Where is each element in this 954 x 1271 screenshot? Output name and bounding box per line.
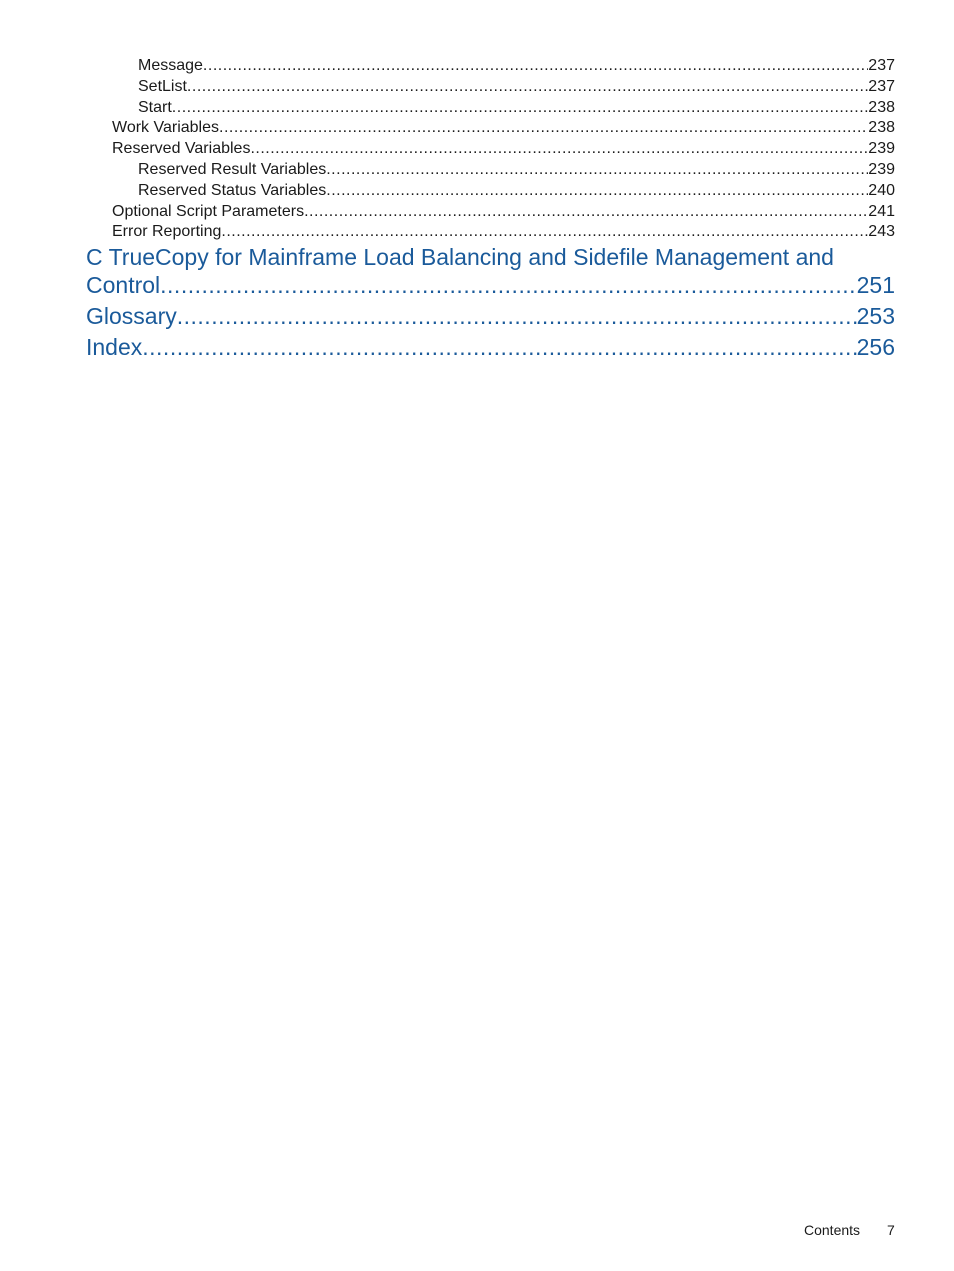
chapter-page: 253 (856, 303, 895, 330)
toc-entry-page: 238 (868, 98, 895, 116)
chapter-title-line: C TrueCopy for Mainframe Load Balancing and Sidefile Management and (86, 244, 834, 271)
toc-entry-start[interactable] (138, 98, 895, 119)
dot-leader (160, 271, 856, 300)
toc-entry-page: 240 (868, 181, 895, 199)
toc-entry-page: 238 (868, 119, 895, 137)
dot-leader (326, 181, 868, 202)
table-of-contents (0, 56, 954, 362)
dot-leader (221, 222, 868, 243)
toc-entry-title: Optional Script Parameters (112, 202, 305, 220)
toc-chapter-index[interactable] (86, 333, 895, 362)
dot-leader (172, 98, 869, 119)
toc-entry-title: SetList (138, 77, 187, 95)
toc-entry-reserved-variables[interactable] (112, 139, 895, 160)
toc-entry-error-reporting[interactable] (112, 222, 895, 243)
toc-entry-title: Work Variables (112, 119, 219, 137)
dot-leader (142, 333, 856, 362)
toc-entry-title: Error Reporting (112, 223, 222, 241)
dot-leader (326, 160, 868, 181)
dot-leader (203, 56, 868, 77)
toc-entry-page: 239 (868, 140, 895, 158)
toc-entry-optional-script-parameters[interactable] (112, 202, 895, 223)
toc-entry-page: 237 (868, 77, 895, 95)
toc-entry-page: 241 (868, 202, 895, 220)
toc-entry-page: 239 (868, 160, 895, 178)
toc-entry-message[interactable] (138, 56, 895, 77)
chapter-page: 256 (856, 334, 895, 361)
dot-leader (250, 139, 868, 160)
toc-entry-title: Reserved Status Variables (138, 181, 327, 199)
dot-leader (187, 77, 868, 98)
toc-entry-page: 237 (868, 57, 895, 74)
dot-leader (304, 202, 868, 223)
chapter-title-line: Control (86, 272, 161, 299)
toc-entry-title: Reserved Variables (112, 140, 251, 158)
chapter-title: Index (86, 334, 143, 361)
dot-leader (219, 118, 868, 139)
toc-entry-page: 243 (868, 223, 895, 241)
toc-chapter-glossary[interactable] (86, 302, 895, 331)
chapter-title: Glossary (86, 303, 177, 330)
footer-page-number: 7 (887, 1222, 895, 1238)
footer-label: Contents (804, 1222, 861, 1238)
toc-entry-title: Start (138, 98, 172, 116)
chapter-page: 251 (856, 272, 895, 299)
toc-entry-title: Reserved Result Variables (138, 160, 327, 178)
chapter-title-continuation (86, 271, 895, 300)
dot-leader (177, 302, 857, 331)
toc-entry-title: Message (138, 57, 203, 74)
toc-entry-reserved-status-variables[interactable] (138, 181, 895, 202)
chapter-entries (86, 243, 895, 362)
toc-entry-reserved-result-variables[interactable] (138, 160, 895, 181)
toc-entry-setlist[interactable] (138, 77, 895, 98)
toc-entry-work-variables[interactable] (112, 118, 895, 139)
toc-chapter-appendix-c[interactable] (86, 243, 895, 300)
